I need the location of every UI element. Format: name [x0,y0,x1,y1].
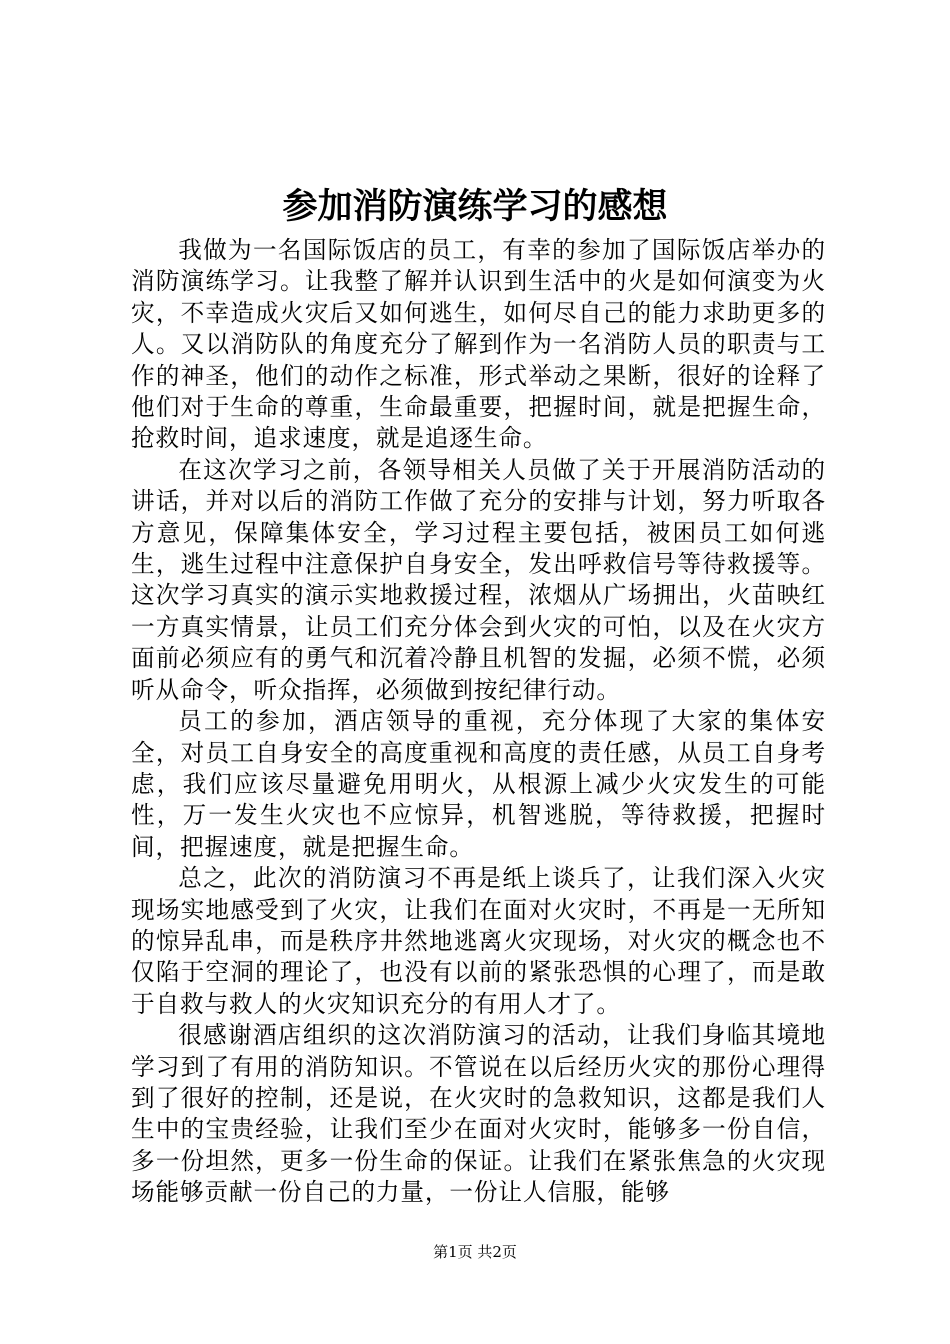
paragraph: 在这次学习之前，各领导相关人员做了关于开展消防活动的讲话，并对以后的消防工作做了充分的安排与计划，努力听取各方意见，保障集体安全，学习过程主要包括，被困员工如何逃生，逃生过程中注意保护自身安全，发出呼救信号等待救援等。这次学习真实的演示实地救援过程，浓烟从广场拥出，火苗映红一方真实情景，让员工们充分体会到火灾的可怕，以及在火灾方面前必须应有的勇气和沉着冷静且机智的发掘，必须不慌，必须听从命令，听众指挥，必须做到按纪律行动。 [131,455,826,704]
paragraph: 很感谢酒店组织的这次消防演习的活动，让我们身临其境地学习到了有用的消防知识。不管说在以后经历火灾的那份心理得到了很好的控制，还是说，在火灾时的急救知识，这都是我们人生中的宝贵经验，让我们至少在面对火灾时，能够多一份自信，多一份坦然，更多一份生命的保证。让我们在紧张焦急的火灾现场能够贡献一份自己的力量，一份让人信服，能够 [131,1021,826,1207]
page-number-footer: 第1页 共2页 [433,1243,517,1261]
paragraph: 员工的参加，酒店领导的重视，充分体现了大家的集体安全，对员工自身安全的高度重视和高度的责任感，从员工自身考虑，我们应该尽量避免用明火，从根源上减少火灾发生的可能性，万一发生火灾也不应惊异，机智逃脱，等待救援，把握时间，把握速度，就是把握生命。 [131,707,826,861]
paragraph: 我做为一名国际饭店的员工，有幸的参加了国际饭店举办的消防演练学习。让我整了解并认识到生活中的火是如何演变为火灾，不幸造成火灾后又如何逃生，如何尽自己的能力求助更多的人。又以消防队的角度充分了解到作为一名消防人员的职责与工作的神圣，他们的动作之标准，形式举动之果断，很好的诠释了他们对于生命的尊重，生命最重要，把握时间，就是把握生命，抢救时间，追求速度，就是追逐生命。 [131,236,826,453]
document-title: 参加消防演练学习的感想 [282,186,668,227]
document-body [131,235,826,1209]
paragraph: 总之，此次的消防演习不再是纸上谈兵了，让我们深入火灾现场实地感受到了火灾，让我们在面对火灾时，不再是一无所知的惊异乱串，而是秩序井然地逃离火灾现场，对火灾的概念也不仅陷于空洞的理论了，也没有以前的紧张恐惧的心理了，而是敢于自救与救人的火灾知识充分的有用人才了。 [131,864,826,1018]
